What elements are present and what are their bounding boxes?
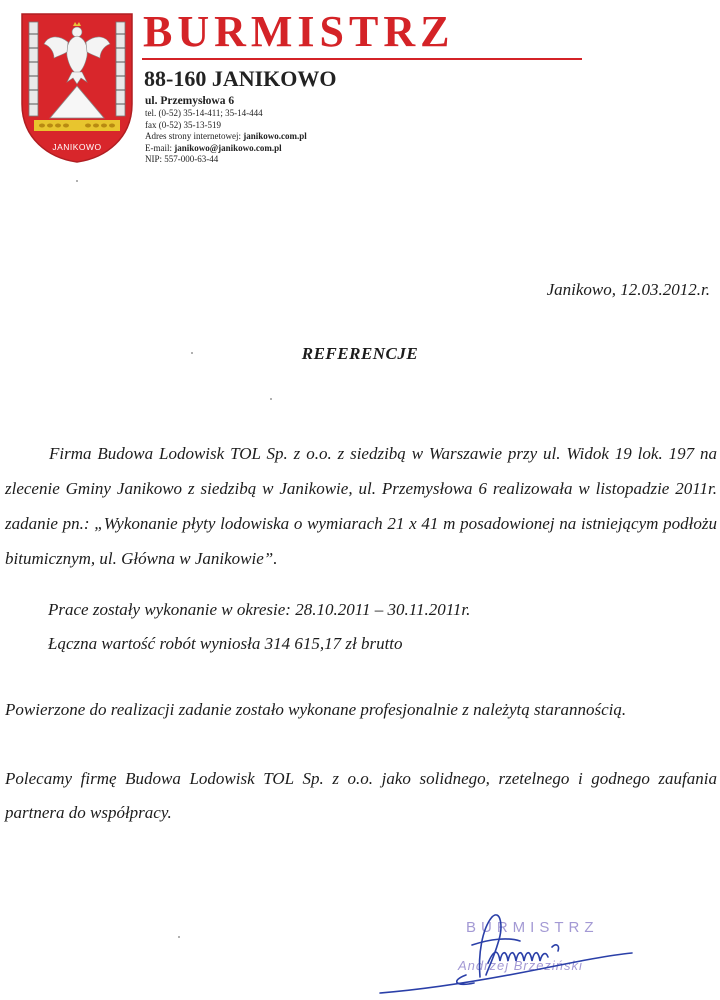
email-line [145, 143, 307, 155]
email-link[interactable]: janikowo@janikowo.com.pl [174, 142, 282, 153]
scan-speck [178, 936, 180, 938]
website-label: Adres strony internetowej: [145, 131, 241, 141]
crest-caption: JANIKOWO [52, 142, 102, 152]
janikowo-coat-of-arms-icon [20, 12, 134, 164]
email-label: E-mail: [145, 142, 172, 153]
website-line [145, 131, 307, 143]
stamp-title: BURMISTRZ [466, 919, 599, 936]
stamp-name: Andrzej Brzeziński [458, 958, 583, 973]
phone-number: tel. (0-52) 35-14-411; 35-14-444 [145, 108, 263, 118]
tax-id: NIP: 557-000-63-44 [145, 154, 219, 164]
paragraph-recommendation: Polecamy firmę Budowa Lodowisk TOL Sp. z o.o. jako solidnego, rzetelnego i godnego zaufania partnera do współpracy. [5, 769, 717, 822]
street-address: ul. Przemysłowa 6 [145, 95, 235, 107]
handwritten-signature-icon [370, 905, 640, 1000]
scan-speck [76, 180, 78, 182]
scan-speck [270, 398, 272, 400]
scan-speck [191, 352, 193, 354]
paragraph-main [5, 436, 717, 576]
postal-city: 88-160 JANIKOWO [144, 66, 337, 91]
total-value: Łączna wartość robót wyniosła 314 615,17 zł brutto [48, 634, 403, 653]
letter-date: Janikowo, 12.03.2012.r. [546, 280, 710, 299]
contact-block [145, 95, 307, 166]
paragraph-main-text: Firma Budowa Lodowisk TOL Sp. z o.o. z siedzibą w Warszawie przy ul. Widok 19 lok. 197 na zlecenie Gminy Janikowo z siedzibą w Janikowie, ul. Przemysłowa 6 realizowała w listopadzie 2011r. zadanie pn.: „Wykonanie płyty lodowiska o wymiarach 21 x 41 m posadowionej na istniejącym podłożu bitumicznym, ul. Główna w Janikowie”. [5, 444, 717, 568]
page-title: BURMISTRZ [143, 7, 455, 56]
website-link[interactable]: janikowo.com.pl [243, 131, 307, 141]
title-divider [142, 58, 582, 60]
letter-heading: REFERENCJE [301, 344, 419, 363]
fax-number: fax (0-52) 35-13-519 [145, 119, 221, 130]
work-period: Prace zostały wykonanie w okresie: 28.10.2011 – 30.11.2011r. [48, 600, 471, 619]
paragraph-quality: Powierzone do realizacji zadanie zostało wykonane profesjonalnie z należytą starannością. [5, 700, 627, 719]
